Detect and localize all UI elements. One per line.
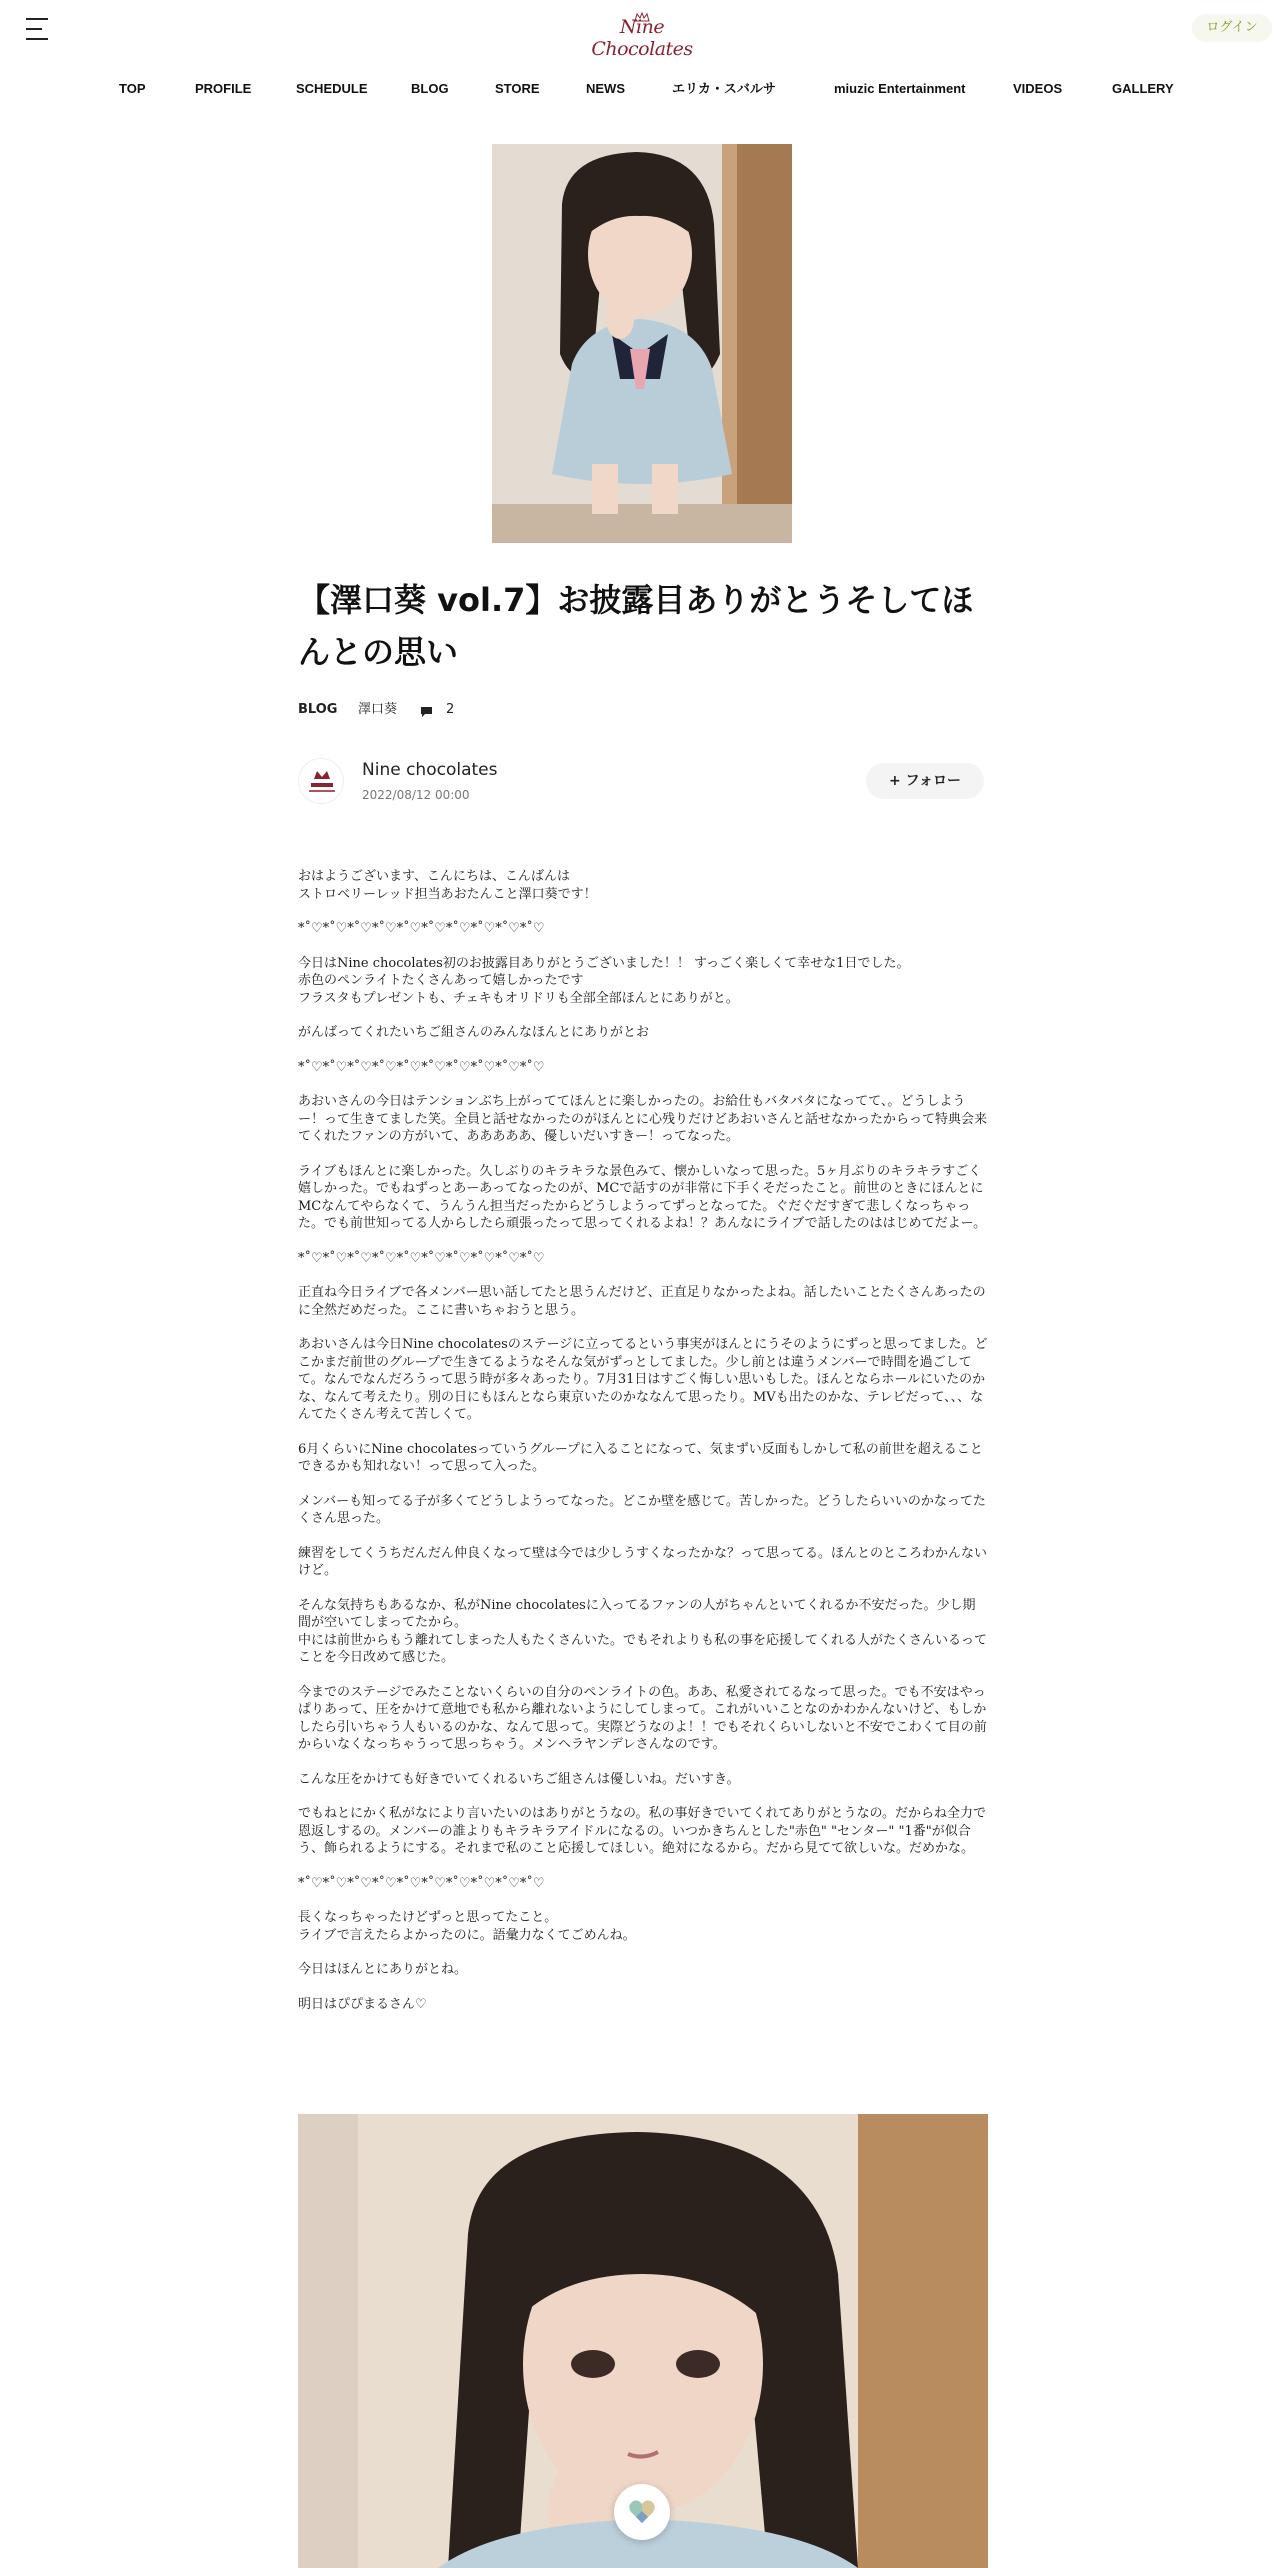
body-paragraph: おはようございます、こんにちは、こんばんは ストロベリーレッド担当あおたんこと澤口葵です！ (298, 869, 597, 902)
body-paragraph: あおいさんの今日はテンションぶち上がっててほんとに楽しかったの。お給仕もバタバタになってて、。どうしようー！って生きてました笑。全員と話せなかったのがほんとに心残りだけどあおいさんと話せなかったからって特典会来てくれたファンの方がいて、あああああ、優しいだいすきー！ってなった。 (298, 1094, 988, 1144)
nav-erika-subarusa[interactable]: エリカ・スバルサ (672, 81, 776, 96)
avatar[interactable] (298, 758, 344, 804)
author-row (298, 756, 988, 808)
body-paragraph: *˚♡*˚♡*˚♡*˚♡*˚♡*˚♡*˚♡*˚♡*˚♡*˚♡ (298, 1059, 545, 1075)
post-date: 2022/08/12 00:00 (362, 788, 470, 802)
body-paragraph: 明日はぴぴまるさん♡ (298, 1996, 427, 2012)
nav-profile[interactable]: PROFILE (195, 81, 252, 96)
post-body (298, 868, 988, 2030)
post-title: 【澤口葵 vol.7】お披露目ありがとうそしてほんとの思い (298, 581, 974, 671)
nav-blog[interactable]: BLOG (411, 81, 449, 96)
body-paragraph: *˚♡*˚♡*˚♡*˚♡*˚♡*˚♡*˚♡*˚♡*˚♡*˚♡ (298, 1875, 545, 1891)
body-paragraph: 今までのステージでみたことないくらいの自分のペンライトの色。ああ、私愛されてるなって思った。でも不安はやっぱりあって、圧をかけて意地でも私から離れないようにしてしまって。これがいいことなのかわかんないけど、もしかしたら引いちゃう人もいるのかな、なんて思って。実際どうなのよ！！でもそれくらいしないと不安でこわくて目の前からいなくなっちゃうって思っちゃう。メンヘラヤンデレさんなのです。 (298, 1684, 987, 1752)
nav-news[interactable]: NEWS (586, 81, 625, 96)
plus-icon: + (889, 773, 906, 789)
nav-miuzic-entertainment[interactable]: miuzic Entertainment (834, 81, 966, 96)
body-paragraph: こんな圧をかけても好きでいてくれるいちご組さんは優しいね。だいすき。 (298, 1771, 740, 1787)
author-name[interactable]: Nine chocolates (362, 760, 498, 780)
body-paragraph: 今日はNine chocolates初のお披露目ありがとうございました！！ すっごく楽しくて幸せな1日でした。 赤色のペンライトたくさんあって嬉しかったです フラスタもプレゼントも、チェキもオリドリも全部全部ほんとにありがと。 (298, 955, 910, 1006)
login-button[interactable]: ログイン (1192, 14, 1272, 42)
category-tag[interactable]: BLOG (298, 702, 338, 717)
body-paragraph: 長くなっちゃったけどずっと思ってたこと。 ライブで言えたらよかったのに。語彙力なくてごめんね。 (298, 1910, 636, 1943)
body-paragraph: *˚♡*˚♡*˚♡*˚♡*˚♡*˚♡*˚♡*˚♡*˚♡*˚♡ (298, 921, 545, 936)
body-paragraph: ライブもほんとに楽しかった。久しぶりのキラキラな景色みて、懐かしいなって思った。5ヶ月ぶりのキラキラすごく嬉しかった。でもねずっとあーあってなったのが、MCで話すのが非常に下手くそだったこと。前世のときにほんとにMCなんてやらなくて、うんうん担当だったからどうしようってずっとなってた。ぐだぐだすぎて悲しくなっちゃった。でも前世知ってる人からしたら頑張ったって思ってくれるよね！？あんなにライブで話したのははじめてだよー。 (298, 1163, 987, 1231)
author-tag[interactable]: 澤口葵 (358, 702, 398, 717)
follow-label: フォロー (905, 773, 961, 789)
body-paragraph: 練習をしてくうちだんだん仲良くなって壁は今では少しうすくなったかな？って思ってる。ほんとのところわかんないけど。 (298, 1545, 988, 1578)
menu-icon[interactable] (26, 16, 50, 42)
nav-store[interactable]: STORE (495, 81, 540, 96)
site-logo[interactable] (580, 16, 704, 60)
nav-top[interactable]: TOP (119, 81, 146, 96)
body-paragraph: あおいさんは今日Nine chocolatesのステージに立ってるという事実がほんとにうそのようにずっと思ってました。どこかまだ前世のグループで生きてるようなそんな気がずっとしてました。少し前とは違うメンバーで時間を過ごしてて。なんでなんだろうって思う時が多々あったり。7月31日はすごく悔しい思いもした。ほんとならホールにいたのかな、なんて考えたり。別の日にもほんとなら東京いたのかななんて思ったり。MVも出たのかな、テレビだって、、、なんてたくさん考えて苦しくて。 (298, 1337, 988, 1422)
crown-icon (634, 12, 650, 22)
comment-count[interactable]: 2 (446, 702, 455, 717)
comment-icon[interactable] (420, 705, 433, 725)
body-paragraph: *˚♡*˚♡*˚♡*˚♡*˚♡*˚♡*˚♡*˚♡*˚♡*˚♡ (298, 1250, 545, 1266)
nav-videos[interactable]: VIDEOS (1013, 81, 1063, 96)
logo-text: Nine Chocolates (591, 16, 693, 60)
heart-icon (628, 2499, 656, 2525)
nav-gallery[interactable]: GALLERY (1112, 81, 1174, 96)
hero-photo (492, 144, 792, 543)
body-paragraph: そんな気持ちもあるなか、私がNine chocolatesに入ってるファンの人がちゃんといてくれるか不安だった。少し期間が空いてしまってたから。 中には前世からもう離れてしまった人もたくさんいた。でもそれよりも私の事を応援してくれる人がたくさんいるってことを今日改めて感じた。 (298, 1597, 988, 1665)
body-paragraph: 今日はほんとにありがとね。 (298, 1962, 468, 1977)
body-paragraph: がんばってくれたいちご組さんのみんなほんとにありがとお (298, 1025, 650, 1040)
main-nav (0, 74, 1284, 104)
site-header (0, 0, 1284, 60)
follow-button[interactable] (866, 763, 984, 799)
nav-schedule[interactable]: SCHEDULE (296, 81, 368, 96)
body-paragraph: 6月くらいにNine chocolatesっていうグループに入ることになって、気まずい反面もしかして私の前世を超えることできるかも知れない！って思って入った。 (298, 1441, 983, 1474)
body-paragraph: でもねとにかく私がなにより言いたいのはありがとうなの。私の事好きでいてくれてありがとうなの。だからね全力で恩返しするの。メンバーの誰よりもキラキラアイドルになるの。いつかきちんとした"赤色" "センター" "1番"が似合う、飾られるようにする。それまで私のこと応援してほしい。絶対になるから。だから見てて欲しいな。だめかな。 (298, 1806, 986, 1856)
body-paragraph: 正直ね今日ライブで各メンバー思い話してたと思うんだけど、正直足りなかったよね。話したいことたくさんあったのに全然だめだった。ここに書いちゃおうと思う。 (298, 1285, 986, 1318)
like-button[interactable] (614, 2484, 670, 2540)
body-paragraph: メンバーも知ってる子が多くてどうしようってなった。どこか壁を感じて。苦しかった。どうしたらいいのかなってたくさん思った。 (298, 1493, 986, 1526)
